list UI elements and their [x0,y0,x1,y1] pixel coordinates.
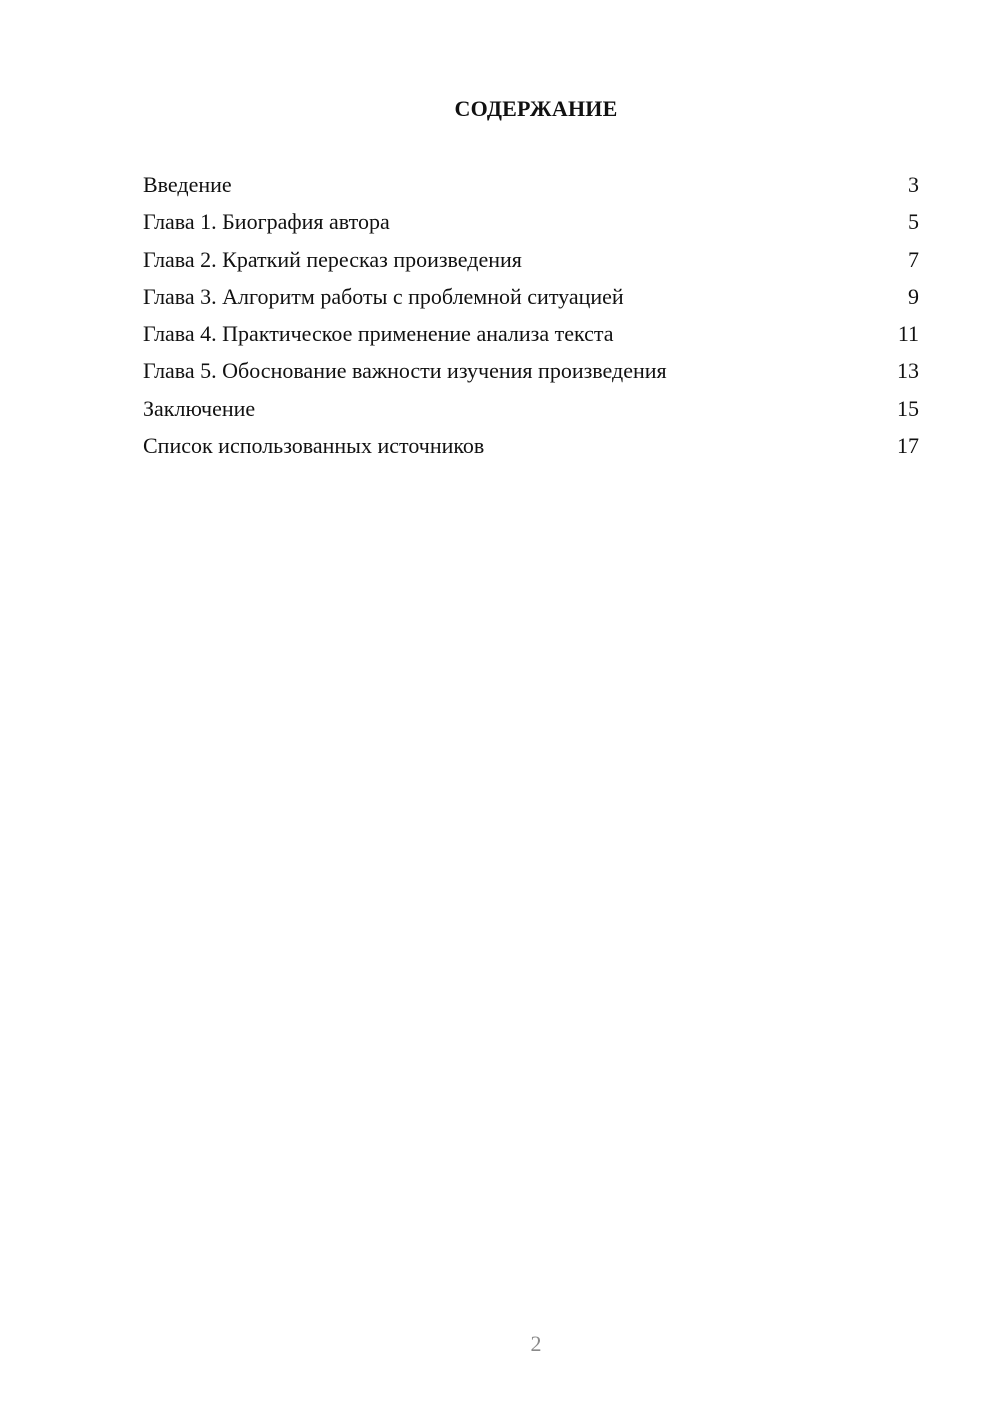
toc-entry-page: 17 [897,433,919,459]
toc-entry-label: Глава 5. Обоснование важности изучения произведения [143,358,667,384]
toc-entry-chapter-1 [143,203,919,240]
toc-entry-chapter-5 [143,352,919,389]
toc-entry-chapter-2 [143,241,919,278]
toc-entry-page: 7 [908,246,919,272]
toc-entry-page: 5 [908,209,919,235]
table-of-contents [143,166,919,464]
toc-entry-page: 15 [897,395,919,421]
toc-entry-label: Заключение [143,395,256,421]
toc-entry-label: Глава 4. Практическое применение анализа текста [143,321,614,347]
toc-title: СОДЕРЖАНИЕ [454,96,618,121]
toc-entry-page: 3 [908,172,919,197]
toc-entry-label: Глава 3. Алгоритм работы с проблемной ситуацией [143,283,624,309]
toc-entry-label: Введение [143,172,232,197]
toc-entry-label: Список использованных источников [143,433,485,459]
page-number: 2 [530,1331,542,1356]
toc-entry-chapter-4 [143,315,919,352]
toc-entry-page: 9 [908,283,919,309]
toc-entry-label: Глава 1. Биография автора [143,209,390,235]
toc-entry-chapter-3 [143,278,919,315]
toc-entry-page: 13 [897,358,919,384]
toc-entry-label: Глава 2. Краткий пересказ произведения [143,246,522,272]
toc-entry-conclusion [143,390,919,427]
toc-entry-references [143,427,919,464]
toc-entry-introduction [143,166,919,203]
toc-entry-page: 11 [897,321,919,347]
